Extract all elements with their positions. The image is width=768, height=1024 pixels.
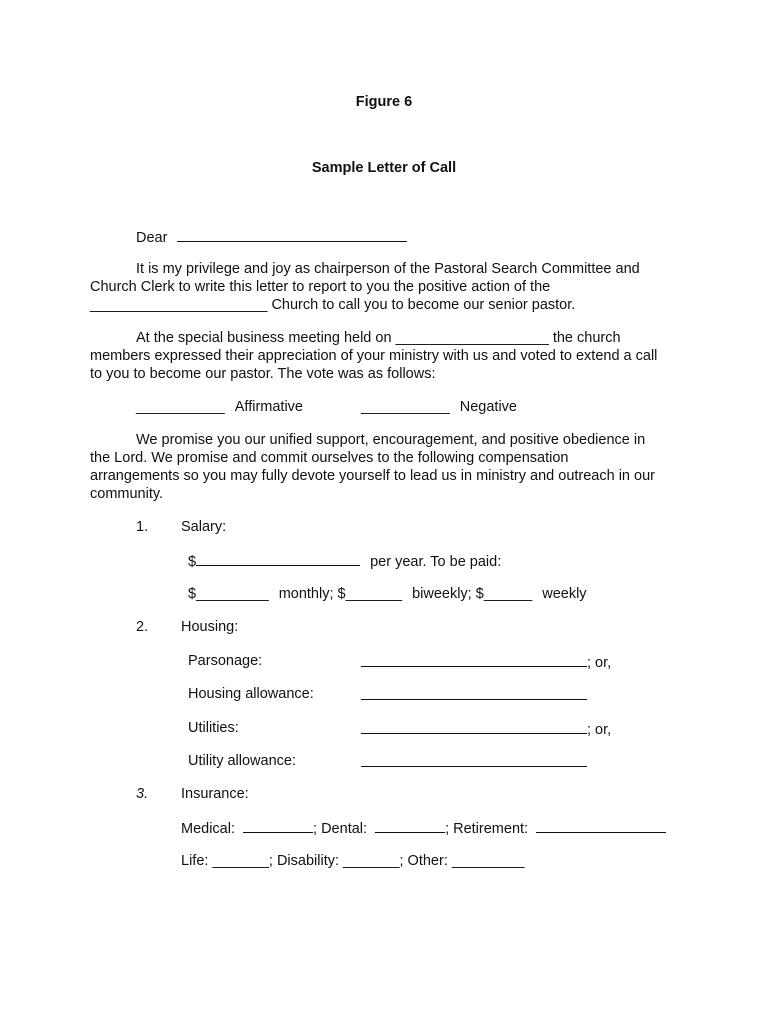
utility-allowance-blank	[361, 752, 587, 767]
paragraph-2-line-2: members expressed their appreciation of your ministry with us and voted to extend a call	[90, 348, 658, 364]
utilities-or: ; or,	[587, 722, 612, 738]
paragraph-3-line-2: the Lord. We promise and commit ourselves to the following compensation	[90, 450, 569, 466]
salutation	[136, 227, 407, 247]
affirmative-label: Affirmative	[234, 399, 303, 415]
parsonage-label: Parsonage:	[188, 653, 263, 669]
paragraph-1	[90, 260, 690, 314]
parsonage-or: ; or,	[587, 655, 612, 671]
paragraph-1-line-3: Church to call you to become our senior pastor.	[267, 297, 576, 313]
salutation-text: Dear	[136, 230, 168, 246]
life-label: Life:	[181, 853, 209, 869]
utility-allowance-row	[361, 752, 587, 772]
housing-allowance-blank	[361, 685, 587, 700]
dental-label: ; Dental:	[313, 821, 368, 837]
meeting-date-blank: ___________________	[395, 330, 549, 346]
salary-schedule-row	[188, 585, 587, 603]
retirement-label: ; Retirement:	[445, 821, 529, 837]
salary-label: Salary:	[181, 519, 227, 535]
parsonage-row	[361, 652, 611, 672]
weekly-blank: ______	[483, 586, 533, 602]
salary-number: 1.	[136, 519, 149, 535]
biweekly-label: biweekly; $	[412, 586, 484, 602]
other-label: ; Other:	[399, 853, 448, 869]
insurance-number: 3.	[136, 786, 149, 802]
vote-negative	[361, 398, 517, 416]
utilities-label: Utilities:	[188, 720, 239, 736]
figure-label: Figure 6	[355, 94, 413, 110]
disability-blank: _______	[343, 853, 400, 869]
monthly-blank: $_________	[188, 586, 269, 602]
housing-allowance-row	[361, 685, 587, 705]
negative-label: Negative	[459, 399, 517, 415]
paragraph-3-line-1: We promise you our unified support, encouragement, and positive obedience in	[136, 432, 646, 448]
disability-label: ; Disability:	[268, 853, 340, 869]
utility-allowance-label: Utility allowance:	[188, 753, 296, 769]
insurance-label: Insurance:	[181, 786, 249, 802]
salary-dollar-sign: $	[188, 554, 197, 570]
church-name-blank: ______________________	[90, 297, 268, 313]
retirement-blank	[536, 818, 666, 833]
salary-per-year: per year. To be paid:	[370, 554, 502, 570]
utilities-row	[361, 719, 611, 739]
paragraph-2-line-1b: the church	[552, 330, 621, 346]
affirmative-blank: ___________	[136, 399, 225, 415]
medical-label: Medical:	[181, 821, 235, 837]
salary-annual-blank	[196, 551, 360, 566]
vote-affirmative	[136, 398, 303, 416]
paragraph-2-line-3: to you to become our pastor. The vote was as follows:	[90, 366, 436, 382]
biweekly-blank: _______	[345, 586, 403, 602]
dental-blank	[375, 818, 445, 833]
paragraph-2-line-1a: At the special business meeting held on	[136, 330, 392, 346]
housing-label: Housing:	[181, 619, 239, 635]
parsonage-blank	[361, 652, 587, 667]
other-blank: _________	[451, 853, 525, 869]
paragraph-1-line-2: Church Clerk to write this letter to report to you the positive action of the	[90, 279, 551, 295]
housing-number: 2.	[136, 619, 149, 635]
utilities-blank	[361, 719, 587, 734]
insurance-row-2	[181, 852, 524, 870]
housing-allowance-label: Housing allowance:	[188, 686, 314, 702]
letter-title: Sample Letter of Call	[311, 160, 457, 176]
salary-annual-row	[188, 551, 501, 571]
medical-blank	[243, 818, 313, 833]
monthly-label: monthly; $	[278, 586, 346, 602]
paragraph-3-line-3: arrangements so you may fully devote yourself to lead us in ministry and outreach in our	[90, 468, 655, 484]
paragraph-1-line-1: It is my privilege and joy as chairperson of the Pastoral Search Committee and	[136, 261, 640, 277]
life-blank: _______	[212, 853, 269, 869]
paragraph-3	[90, 431, 690, 503]
insurance-row-1	[181, 818, 666, 838]
recipient-name-blank	[177, 227, 407, 242]
paragraph-2	[90, 329, 690, 383]
weekly-label: weekly	[542, 586, 587, 602]
negative-blank: ___________	[361, 399, 450, 415]
paragraph-3-line-4: community.	[90, 486, 164, 502]
